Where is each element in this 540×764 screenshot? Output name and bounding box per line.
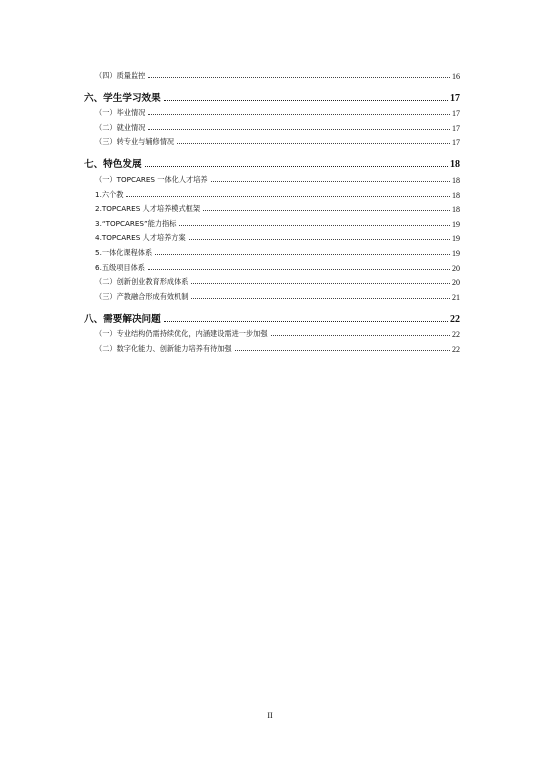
- toc-entry-page: 19: [452, 248, 460, 258]
- toc-entry[interactable]: [84, 185, 460, 200]
- toc-entry-title: （一）专业结构仍需持续优化，内涵建设需进一步加强: [95, 329, 268, 339]
- toc-entry-title: （二）数字化能力、创新能力培养有待加强: [95, 343, 232, 353]
- toc-section[interactable]: [84, 153, 460, 170]
- toc-section-page: 22: [450, 313, 460, 325]
- toc-entry-title: （四）质量监控: [95, 70, 146, 80]
- toc-entry-title: 1.六个教: [95, 189, 124, 199]
- dot-leader: [148, 76, 450, 78]
- dot-leader: [164, 320, 448, 322]
- toc-entry-title: 3.“TOPCARES”能力指标: [95, 218, 177, 228]
- toc-entry-title: （一）TOPCARES 一体化人才培养: [95, 174, 208, 184]
- toc-entry-page: 18: [452, 175, 460, 185]
- toc-entry[interactable]: [84, 325, 460, 340]
- toc-entry-title: 4.TOPCARES 人才培养方案: [95, 233, 186, 243]
- dot-leader: [148, 268, 450, 270]
- toc-entry-page: 17: [452, 123, 460, 133]
- dot-leader: [271, 334, 450, 336]
- toc-entry[interactable]: [84, 229, 460, 244]
- toc-entry-page: 20: [452, 278, 460, 288]
- toc-entry-title: （三）转专业与辅修情况: [95, 137, 175, 147]
- toc-section[interactable]: [84, 308, 460, 325]
- toc-entry-page: 19: [452, 219, 460, 229]
- page-number: II: [267, 711, 273, 720]
- toc-entry[interactable]: [84, 287, 460, 302]
- toc-entry-page: 17: [452, 109, 460, 119]
- dot-leader: [211, 180, 450, 182]
- toc-entry-page: 18: [452, 205, 460, 215]
- dot-leader: [148, 113, 450, 115]
- toc-entry-title: （二）创新创业教育形成体系: [95, 277, 189, 287]
- toc-entry-page: 17: [452, 138, 460, 148]
- toc-entry-title: （二）就业情况: [95, 122, 146, 132]
- dot-leader: [189, 238, 450, 240]
- toc-entry-page: 19: [452, 234, 460, 244]
- toc-entry-title: 5.一体化课程体系: [95, 247, 153, 257]
- toc-entry-page: 20: [452, 263, 460, 273]
- toc-section-title: 八、需要解决问题: [84, 313, 161, 325]
- dot-leader: [126, 195, 450, 197]
- toc-entry-page: 22: [452, 344, 460, 354]
- toc-section-title: 六、学生学习效果: [84, 92, 161, 104]
- dot-leader: [164, 99, 448, 101]
- toc-entry[interactable]: [84, 200, 460, 215]
- toc-entry[interactable]: [84, 66, 460, 81]
- dot-leader: [203, 209, 450, 211]
- table-of-contents: [84, 66, 460, 354]
- toc-section-page: 18: [450, 159, 460, 171]
- toc-entry[interactable]: [84, 258, 460, 273]
- toc-entry[interactable]: [84, 104, 460, 119]
- toc-entry-title: （一）毕业情况: [95, 108, 146, 118]
- dot-leader: [177, 142, 450, 144]
- toc-entry[interactable]: [84, 214, 460, 229]
- toc-entry-title: 2.TOPCARES 人才培养模式框架: [95, 204, 201, 214]
- toc-section-page: 17: [450, 92, 460, 104]
- dot-leader: [148, 128, 450, 130]
- toc-entry[interactable]: [84, 273, 460, 288]
- toc-entry[interactable]: [84, 339, 460, 354]
- toc-entry-page: 22: [452, 330, 460, 340]
- toc-entry-page: 21: [452, 292, 460, 302]
- toc-section-title: 七、特色发展: [84, 159, 142, 171]
- toc-entry[interactable]: [84, 133, 460, 148]
- toc-entry-title: 6.五级项目体系: [95, 262, 145, 272]
- dot-leader: [235, 349, 450, 351]
- dot-leader: [179, 224, 450, 226]
- toc-entry-page: 16: [452, 71, 460, 81]
- toc-entry[interactable]: [84, 170, 460, 185]
- toc-section[interactable]: [84, 87, 460, 104]
- dot-leader: [191, 297, 450, 299]
- toc-entry-page: 18: [452, 190, 460, 200]
- dot-leader: [155, 253, 450, 255]
- dot-leader: [145, 165, 448, 167]
- toc-entry[interactable]: [84, 118, 460, 133]
- toc-entry-title: （三）产教融合形成有效机制: [95, 291, 189, 301]
- dot-leader: [191, 282, 450, 284]
- toc-entry[interactable]: [84, 243, 460, 258]
